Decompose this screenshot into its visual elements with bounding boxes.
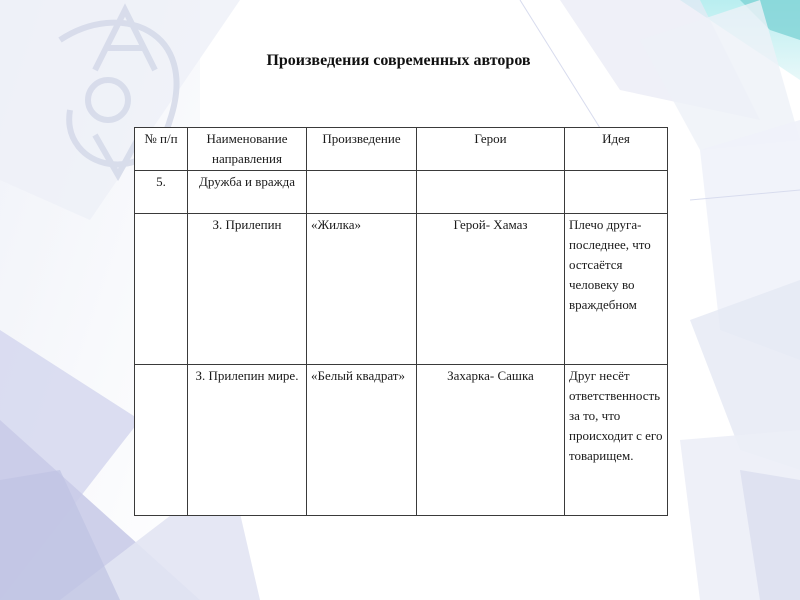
row-author: З. Прилепин мире. <box>188 365 307 516</box>
section-empty-cell <box>307 171 417 214</box>
table-row <box>135 214 668 365</box>
row-heroes: Захарка- Сашка <box>417 365 565 516</box>
works-table <box>134 127 668 516</box>
slide-title <box>0 52 800 70</box>
row-heroes: Герой- Хамаз <box>417 214 565 365</box>
row-author: З. Прилепин <box>188 214 307 365</box>
row-work: «Жилка» <box>307 214 417 365</box>
row-work: «Белый квадрат» <box>307 365 417 516</box>
section-direction: Дружба и вражда <box>188 171 307 214</box>
header-heroes: Герои <box>417 128 565 171</box>
section-row <box>135 171 668 214</box>
row-number <box>135 214 188 365</box>
row-number <box>135 365 188 516</box>
table-row <box>135 365 668 516</box>
row-idea: Плечо друга- последнее, что остсаётся человеку во враждебном <box>565 214 668 365</box>
header-idea: Идея <box>565 128 668 171</box>
section-empty-cell <box>565 171 668 214</box>
section-number: 5. <box>135 171 188 214</box>
section-empty-cell <box>417 171 565 214</box>
header-direction: Наименование направления <box>188 128 307 171</box>
table-header-row <box>135 128 668 171</box>
slide-title-text: Произведения современных авторов <box>266 52 531 69</box>
header-work: Произведение <box>307 128 417 171</box>
header-number: № п/п <box>135 128 188 171</box>
row-idea: Друг несёт ответственность за то, что происходит с его товарищем. <box>565 365 668 516</box>
